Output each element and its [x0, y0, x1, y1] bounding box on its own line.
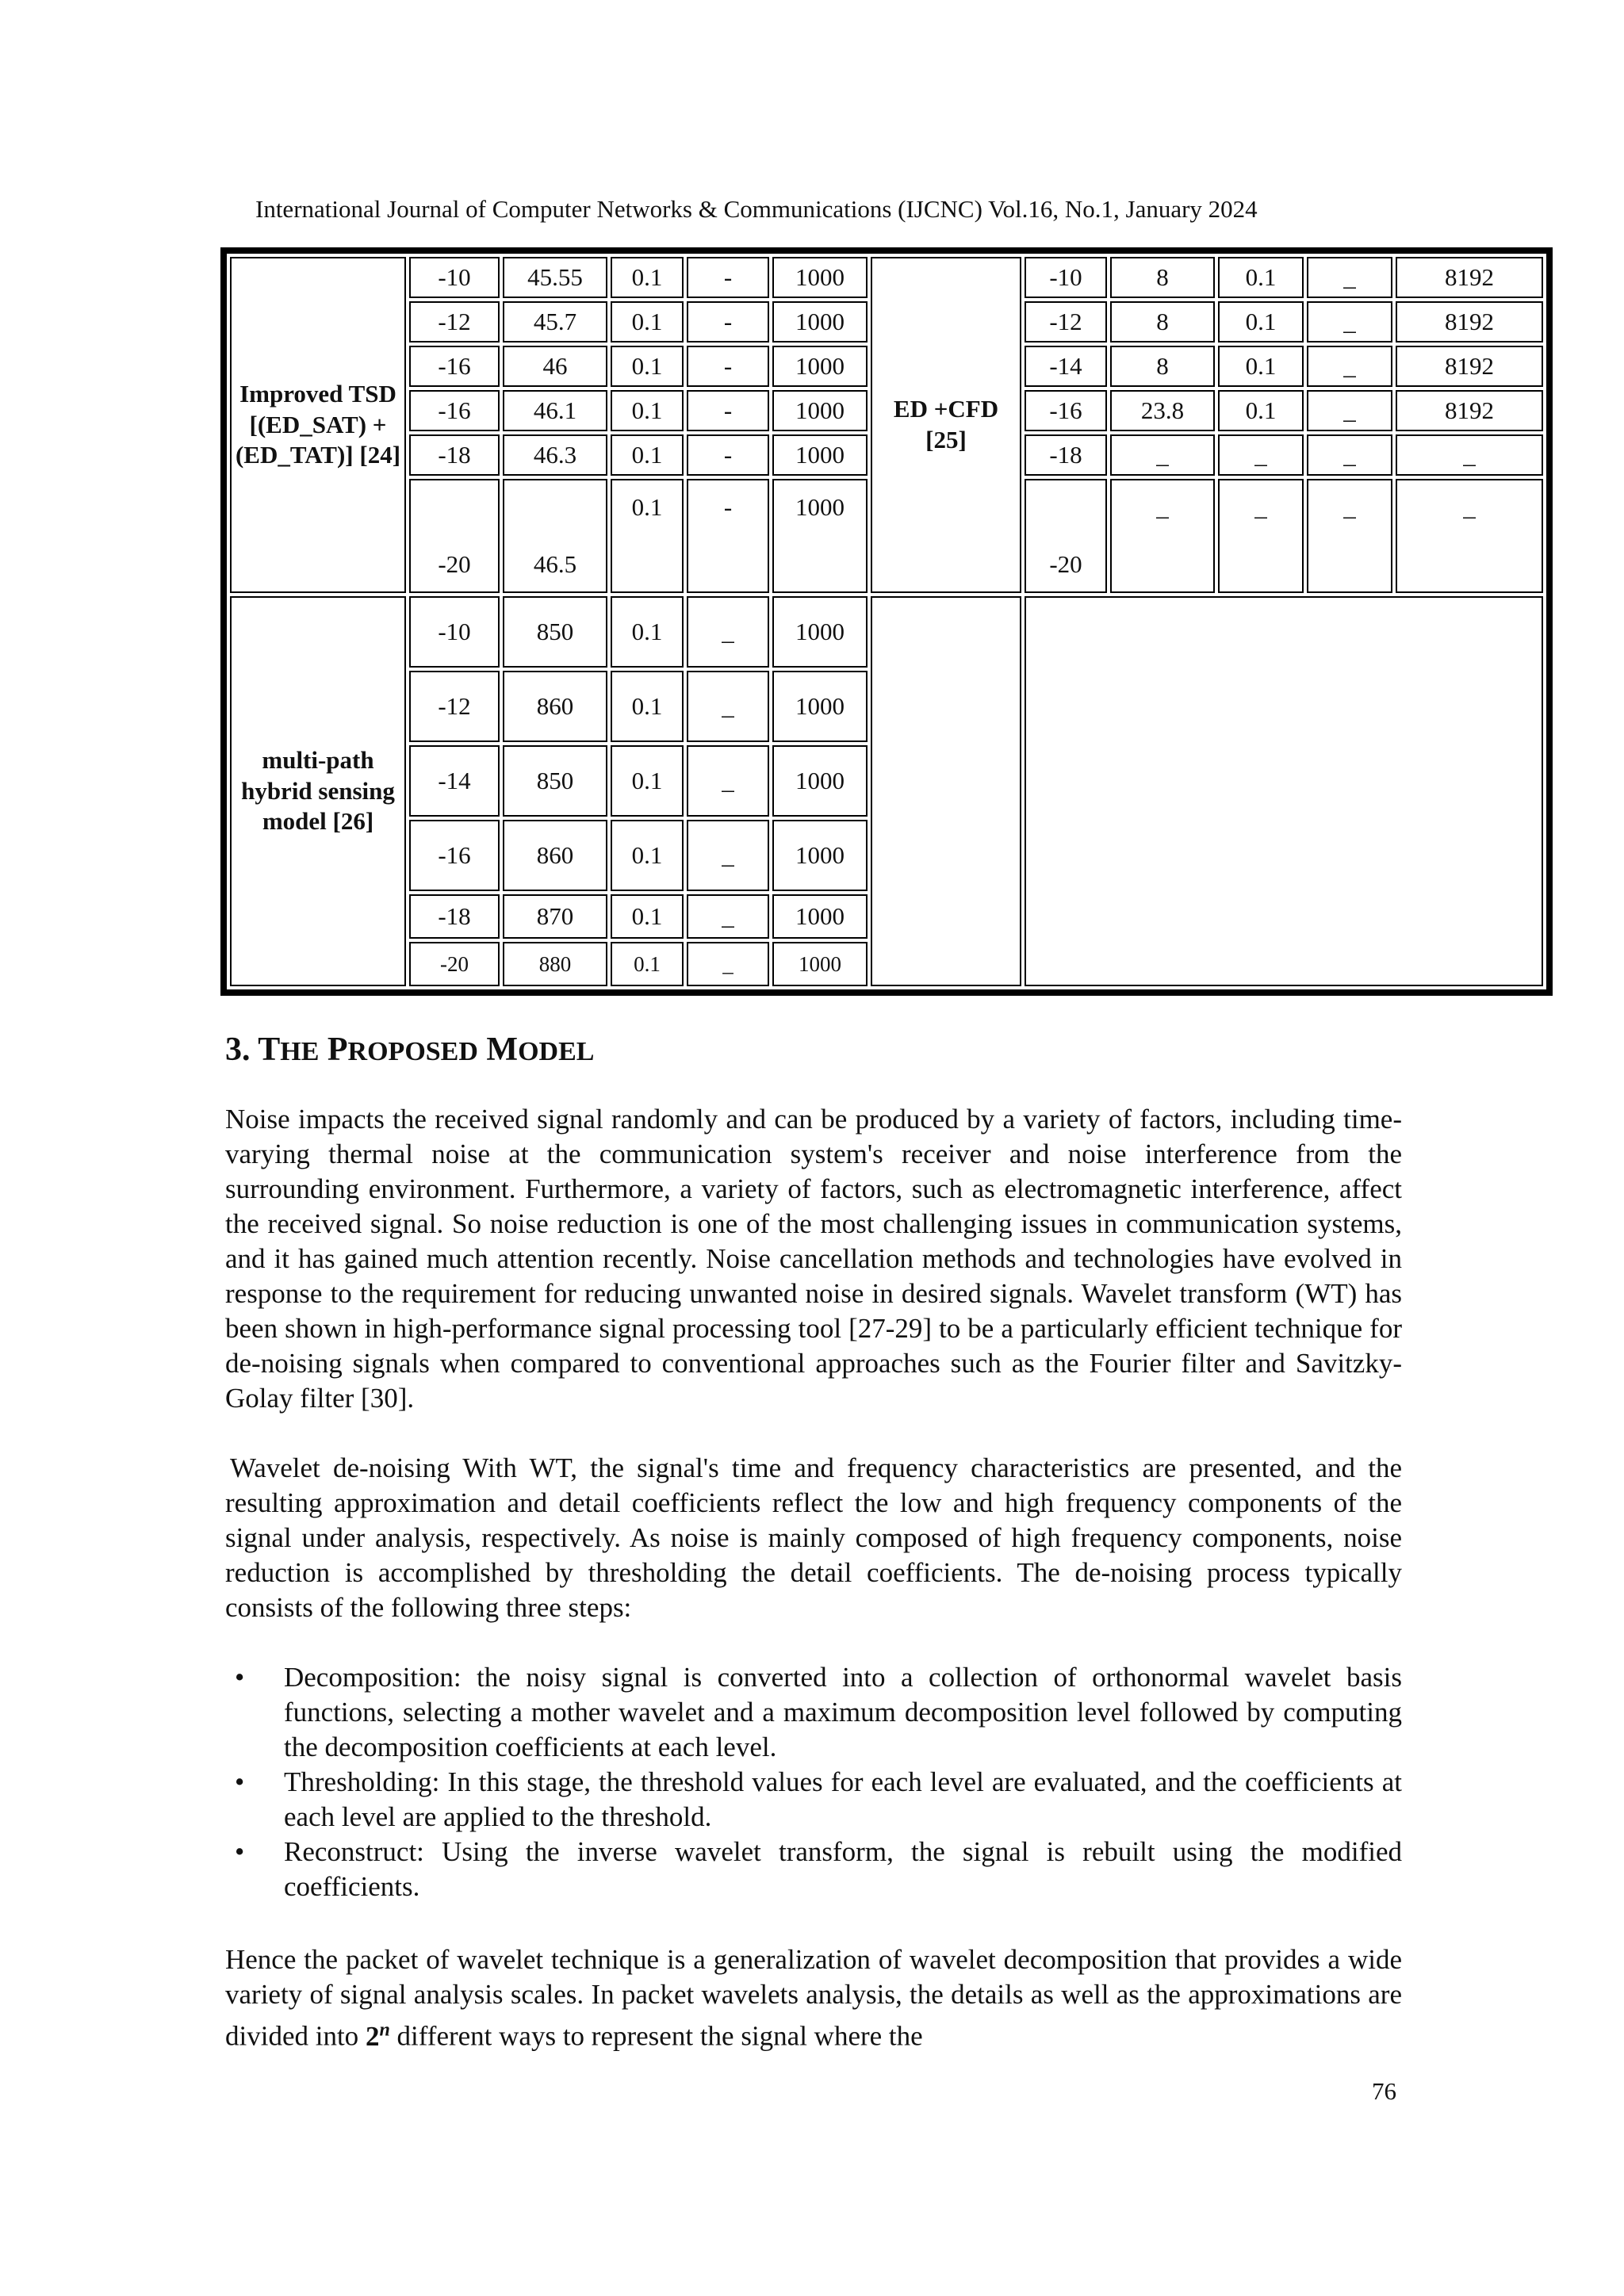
table-cell: _ — [687, 894, 769, 939]
table-cell: 1000 — [772, 671, 868, 742]
table-cell: -16 — [409, 390, 500, 431]
results-table — [220, 247, 1553, 996]
table-cell: 1000 — [772, 820, 868, 891]
table-cell: -16 — [409, 820, 500, 891]
page-number: 76 — [1372, 2077, 1396, 2105]
table-cell: 46.3 — [503, 434, 607, 476]
empty-cell — [1025, 596, 1543, 986]
bullet-icon: • — [235, 1836, 245, 1867]
method-cell: ED +CFD [25] — [871, 257, 1021, 593]
table-cell: 8192 — [1396, 346, 1543, 387]
table-cell: -10 — [409, 257, 500, 298]
table-cell: _ — [687, 820, 769, 891]
table-cell: _ — [1110, 479, 1215, 593]
table-cell: -14 — [1025, 346, 1107, 387]
table-cell: 8 — [1110, 301, 1215, 342]
table-cell: 8192 — [1396, 301, 1543, 342]
table-cell: -16 — [1025, 390, 1107, 431]
table-cell: 1000 — [772, 596, 868, 668]
table-cell: -20 — [409, 942, 500, 986]
math-base: 2 — [365, 2020, 380, 2052]
table-cell: 8 — [1110, 346, 1215, 387]
table-cell: 860 — [503, 820, 607, 891]
table-cell: 45.55 — [503, 257, 607, 298]
table-cell: _ — [1307, 390, 1392, 431]
table-cell: -18 — [1025, 434, 1107, 476]
table-cell: _ — [1110, 434, 1215, 476]
table-cell: _ — [1396, 479, 1543, 593]
table-cell: -12 — [409, 301, 500, 342]
table-cell: - — [687, 434, 769, 476]
table-cell: _ — [1307, 257, 1392, 298]
method-cell: Improved TSD [(ED_SAT) + (ED_TAT)] [24] — [230, 257, 406, 593]
table-cell: _ — [687, 596, 769, 668]
table-cell: _ — [687, 942, 769, 986]
table-cell: 46 — [503, 346, 607, 387]
table-cell: 1000 — [772, 257, 868, 298]
table-cell: 0.1 — [611, 596, 684, 668]
table-cell: 23.8 — [1110, 390, 1215, 431]
table-cell: _ — [1218, 434, 1304, 476]
table-cell: 0.1 — [1218, 390, 1304, 431]
table-cell: -10 — [409, 596, 500, 668]
table-cell: 1000 — [772, 479, 868, 593]
table-cell: 1000 — [772, 301, 868, 342]
table-cell: _ — [1307, 479, 1392, 593]
paragraph-3-text-a: Hence the packet of wavelet technique is a generalization of wavelet decomposition that provides a wide variety of signal analysis scales. In packet wavelets analysis, the details as well as the approximations are divided into — [225, 1944, 1402, 2052]
table-cell: 0.1 — [611, 894, 684, 939]
table-cell: 8192 — [1396, 257, 1543, 298]
list-item-text: Thresholding: In this stage, the threshold values for each level are evaluated, and the coefficients at each level are applied to the threshold. — [284, 1766, 1402, 1832]
paragraph-3 — [225, 1942, 1402, 2054]
table-cell: 0.1 — [611, 434, 684, 476]
table-cell: - — [687, 301, 769, 342]
table-cell: 850 — [503, 596, 607, 668]
table-cell: -12 — [1025, 301, 1107, 342]
table-cell: - — [687, 346, 769, 387]
section-title-text: THE PROPOSED MODEL — [258, 1031, 595, 1068]
table-cell: 1000 — [772, 942, 868, 986]
math-expression — [366, 2021, 390, 2052]
table-cell: 1000 — [772, 745, 868, 817]
table-cell: -16 — [409, 346, 500, 387]
table-cell: 0.1 — [611, 346, 684, 387]
table-cell: _ — [1307, 434, 1392, 476]
table-cell: 860 — [503, 671, 607, 742]
table-cell: 0.1 — [611, 671, 684, 742]
table-cell: _ — [1307, 346, 1392, 387]
table-cell: 0.1 — [611, 301, 684, 342]
bullet-icon: • — [235, 1766, 245, 1797]
running-header: International Journal of Computer Networks & Communications (IJCNC) Vol.16, No.1, January 2024 — [255, 195, 1258, 223]
list-item — [225, 1835, 1402, 1904]
table-row — [230, 257, 1543, 298]
table-cell: -14 — [409, 745, 500, 817]
list-item-text: Decomposition: the noisy signal is converted into a collection of orthonormal wavelet basis functions, selecting a mother wavelet and a maximum decomposition level followed by computing the decomposition coefficients at each level. — [284, 1662, 1402, 1762]
table-cell: _ — [1218, 479, 1304, 593]
table-cell: 45.7 — [503, 301, 607, 342]
table-cell: 880 — [503, 942, 607, 986]
table-cell: 850 — [503, 745, 607, 817]
table-cell: _ — [1396, 434, 1543, 476]
section-heading — [225, 1031, 594, 1069]
table-cell: - — [687, 257, 769, 298]
table-cell: _ — [687, 745, 769, 817]
steps-list — [225, 1660, 1402, 1904]
table-cell: 0.1 — [1218, 257, 1304, 298]
table-cell: - — [687, 390, 769, 431]
table-cell: 0.1 — [611, 390, 684, 431]
table-cell: 46.1 — [503, 390, 607, 431]
table-cell: _ — [687, 671, 769, 742]
table-cell: -12 — [409, 671, 500, 742]
table-cell: 1000 — [772, 390, 868, 431]
table-cell: - — [687, 479, 769, 593]
bullet-icon: • — [235, 1662, 245, 1693]
list-item — [225, 1765, 1402, 1835]
paragraph-2: Wavelet de-noising With WT, the signal's time and frequency characteristics are presented, and the resulting approximation and detail coefficients reflect the low and high frequency components of the signal under analysis, respectively. As noise is mainly composed of high frequency components, noise reduction is accomplished by thresholding the detail coefficients. The de-noising process typically consists of the following three steps: — [225, 1452, 1402, 1623]
section-number: 3. — [225, 1031, 251, 1068]
table-cell: -10 — [1025, 257, 1107, 298]
table-cell: 0.1 — [611, 745, 684, 817]
table-cell: 0.1 — [611, 479, 684, 593]
empty-cell — [871, 596, 1021, 986]
table-cell: 0.1 — [611, 257, 684, 298]
table-cell: 0.1 — [611, 942, 684, 986]
table-cell: 1000 — [772, 434, 868, 476]
paragraph-1: Noise impacts the received signal randomly and can be produced by a variety of factors, including time-varying thermal noise at the communication system's receiver and noise interference from the surrounding environment. Furthermore, a variety of factors, such as electromagnetic interference, affect the received signal. So noise reduction is one of the most challenging issues in communication systems, and it has gained much attention recently. Noise cancellation methods and technologies have evolved in response to the requirement for reducing unwanted noise in desired signals. Wavelet transform (WT) has been shown in high-performance signal processing tool [27-29] to be a particularly efficient technique for de-noising signals when compared to conventional approaches such as the Fourier filter and Savitzky-Golay filter [30]. — [225, 1104, 1402, 1414]
math-exponent: n — [379, 2019, 390, 2040]
list-item — [225, 1660, 1402, 1765]
table-cell: -20 — [409, 479, 500, 593]
table-row — [230, 596, 1543, 668]
table-cell: _ — [1307, 301, 1392, 342]
table-cell: 1000 — [772, 894, 868, 939]
table-cell: 8192 — [1396, 390, 1543, 431]
table-cell: 0.1 — [1218, 346, 1304, 387]
table-cell: 0.1 — [1218, 301, 1304, 342]
table-cell: -20 — [1025, 479, 1107, 593]
table-cell: 1000 — [772, 346, 868, 387]
table-cell: -18 — [409, 434, 500, 476]
table-cell: -18 — [409, 894, 500, 939]
table-cell: 8 — [1110, 257, 1215, 298]
list-item-text: Reconstruct: Using the inverse wavelet transform, the signal is rebuilt using the modified coefficients. — [284, 1836, 1402, 1902]
method-cell: multi-path hybrid sensing model [26] — [230, 596, 406, 986]
table-cell: 46.5 — [503, 479, 607, 593]
table-cell: 0.1 — [611, 820, 684, 891]
table-cell: 870 — [503, 894, 607, 939]
paragraph-3-text-b: different ways to represent the signal where the — [396, 2020, 923, 2052]
